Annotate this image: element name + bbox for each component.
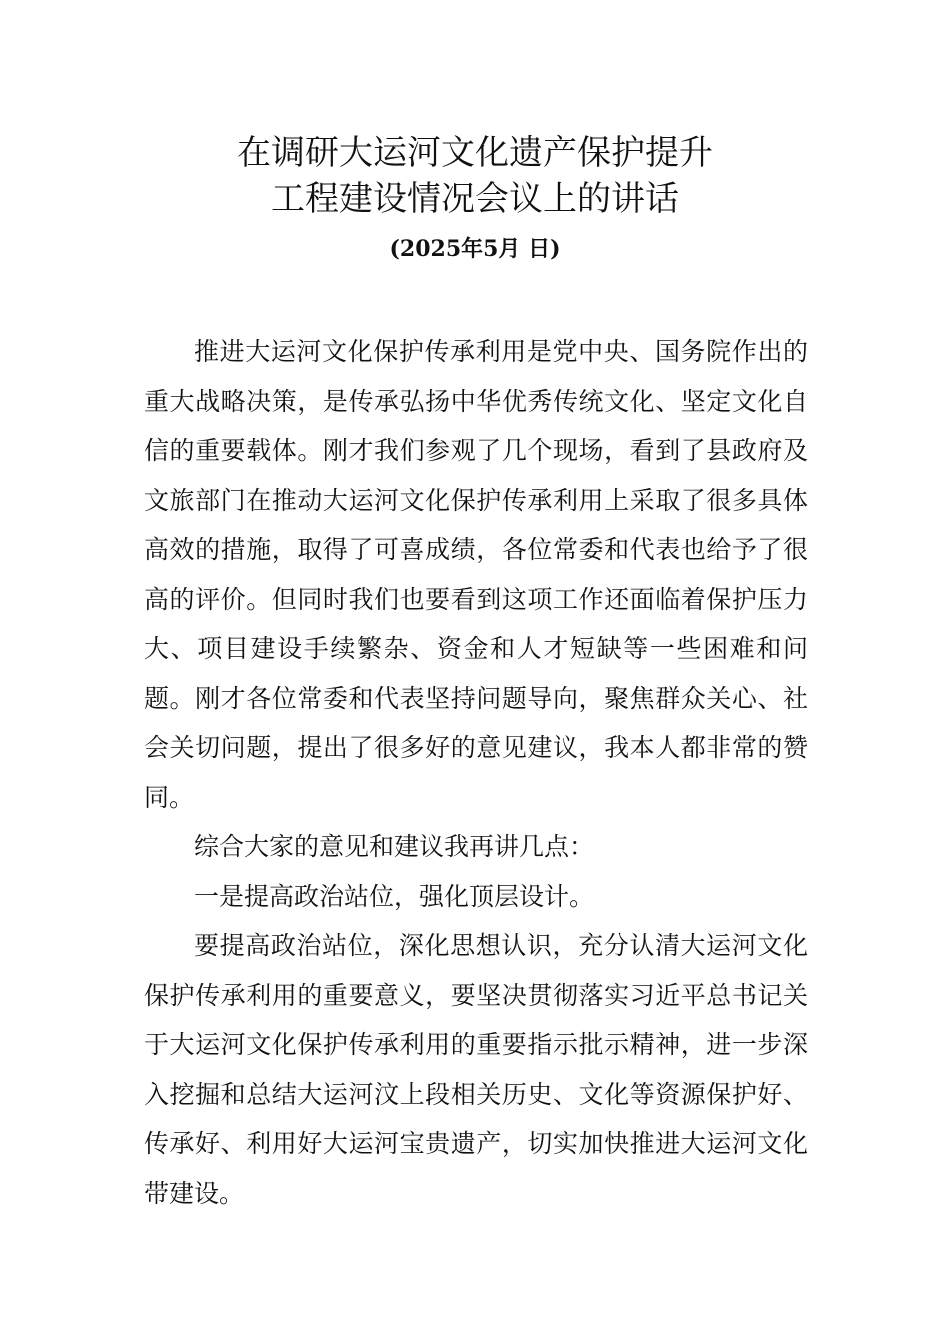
title-line-1: 在调研大运河文化遗产保护提升 (237, 133, 713, 173)
paragraph-intro: 推进大运河文化保护传承利用是党中央、国务院作出的重大战略决策，是传承弘扬中华优秀传统文化、坚定文化自信的重要载体。刚才我们参观了几个现场，看到了县政府及文旅部门在推动大运河文化保护传承利用上采取了很多具体高效的措施，取得了可喜成绩，各位常委和代表也给予了很高的评价。但同时我们也要看到这项工作还面临着保护压力大、项目建设手续繁杂、资金和人才短缺等一些困难和问题。刚才各位常委和代表坚持问题导向，聚焦群众关心、社会关切问题，提出了很多好的意见建议，我本人都非常的赞同。 (144, 337, 808, 812)
paragraph-heading-1: 一是提高政治站位，强化顶层设计。 (194, 881, 595, 911)
body-text (144, 327, 808, 1218)
title-block (0, 130, 950, 264)
title-line-2: 工程建设情况会议上的讲话 (271, 179, 679, 219)
date-line: (2025年5月 日) (389, 236, 561, 262)
paragraph-point-1: 要提高政治站位，深化思想认识，充分认清大运河文化保护传承利用的重要意义，要坚决贯彻落实习近平总书记关于大运河文化保护传承利用的重要指示批示精神，进一步深入挖掘和总结大运河汶上段相关历史、文化等资源保护好、传承好、利用好大运河宝贵遗产，切实加快推进大运河文化带建设。 (144, 931, 808, 1208)
paragraph-summary: 综合大家的意见和建议我再讲几点： (194, 832, 595, 861)
